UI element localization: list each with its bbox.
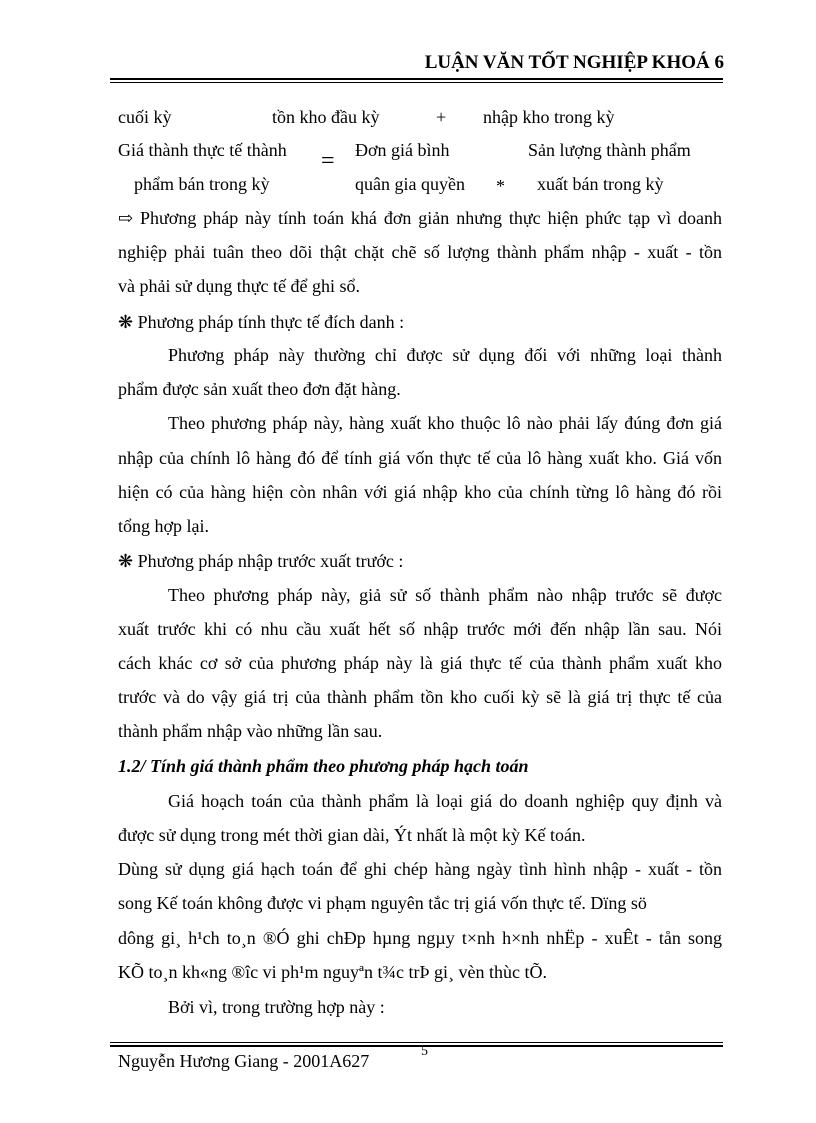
page-number: 5 [421,1044,428,1059]
paragraph-3-line-4: tổng hợp lại. [118,516,210,536]
formula-rhs-line2: xuất bán trong kỳ [537,174,664,194]
arrow-icon: ⇨ [118,208,134,228]
paragraph-4-line-4: trước và do vậy giá trị của thành phẩm tồn kho cuối kỳ sẽ là giá trị thực tế của [118,687,722,707]
formula-plus: + [436,107,447,127]
paragraph-6-line-4: KÕ to¸n kh«ng ®îc vi ph¹m nguyªn t¾c trÞ gi¸ vèn thùc tÕ. [118,962,547,982]
paragraph-6-line-1: Dùng sử dụng giá hạch toán để ghi chép hàng ngày tình hình nhập - xuất - tồn [118,859,722,879]
bullet-method-fifo: ❋ Phương pháp nhập trước xuất trước : [118,551,404,571]
paragraph-1-line-3: và phải sử dụng thực tế để ghi sổ. [118,276,360,296]
formula-equals: = [321,148,335,174]
paragraph-6-line-3: dông gi¸ h¹ch to¸n ®Ó ghi chÐp hµng ngµy t×nh h×nh nhËp - xuÊt - tån song [118,928,722,948]
formula-row1-mid: tồn kho đầu kỳ [272,107,380,127]
header-rule-thin [110,82,723,83]
paragraph-4-line-2: xuất trước khi có nhu cầu xuất hết số nhập trước mới đến nhập lần sau. Nói [118,619,722,639]
paragraph-4-line-3: cách khác cơ sở của phương pháp này là giá thực tế của thành phẩm xuất kho [118,653,722,673]
formula-lhs-line2: phẩm bán trong kỳ [134,174,270,194]
paragraph-6-line-2: song Kế toán không được vi phạm nguyên tắc trị giá vốn thực tế. Dïng sö [118,893,647,913]
bullet-method-specific: ❋ Phương pháp tính thực tế đích danh : [118,312,405,332]
paragraph-4-line-5: thành phẩm nhập vào những lần sau. [118,721,383,741]
formula-row1-left: cuối kỳ [118,107,172,127]
header-rule-thick [110,78,723,80]
paragraph-1-line-1: ⇨ Phương pháp này tính toán khá đơn giản nhưng thực hiện phức tạp vì doanh [118,208,722,228]
paragraph-3-line-2: nhập của chính lô hàng đó để tính giá vốn thực tế của lô hàng xuất kho. Giá vốn [118,448,722,468]
paragraph-2-line-1: Phương pháp này thường chỉ được sử dụng đối với những loại thành [168,345,722,365]
paragraph-5-line-1: Giá hoạch toán của thành phẩm là loại giá do doanh nghiệp quy định và [168,791,722,811]
paragraph-3-line-3: hiện có của hàng hiện còn nhân với giá nhập kho của chính từng lô hàng đó rồi [118,482,722,502]
formula-row1-right: nhập kho trong kỳ [483,107,615,127]
header-title: LUẬN VĂN TỐT NGHIỆP KHOÁ 6 [424,52,724,73]
footer-rule-thick [110,1045,723,1047]
paragraph-1-line-2: nghiệp phải tuân theo dõi thật chặt chẽ số lượng thành phẩm nhập - xuất - tồn [118,242,722,262]
star-bullet-icon: ❋ [118,312,134,332]
paragraph-3-line-1: Theo phương pháp này, hàng xuất kho thuộc lô nào phải lấy đúng đơn giá [168,413,722,433]
paragraph-5-line-2: được sử dụng trong mét thời gian dài, Ýt nhất là một kỳ Kế toán. [118,825,586,845]
footer-author: Nguyễn Hương Giang - 2001A627 [118,1051,370,1071]
formula-mid-line1: Đơn giá bình [355,140,450,160]
paragraph-7: Bởi vì, trong trường hợp này : [168,997,385,1017]
formula-lhs-line1: Giá thành thực tế thành [118,140,287,160]
formula-rhs-line1: Sản lượng thành phẩm [528,140,691,160]
paragraph-4-line-1: Theo phương pháp này, giả sử số thành phẩm nào nhập trước sẽ được [168,585,722,605]
section-heading: 1.2/ Tính giá thành phẩm theo phương pháp hạch toán [118,756,529,776]
formula-times: * [496,176,505,196]
formula-mid-line2: quân gia quyền [355,174,465,194]
paragraph-2-line-2: phẩm được sản xuất theo đơn đặt hàng. [118,379,401,399]
footer-rule-thin [110,1042,723,1043]
star-bullet-icon: ❋ [118,551,134,571]
